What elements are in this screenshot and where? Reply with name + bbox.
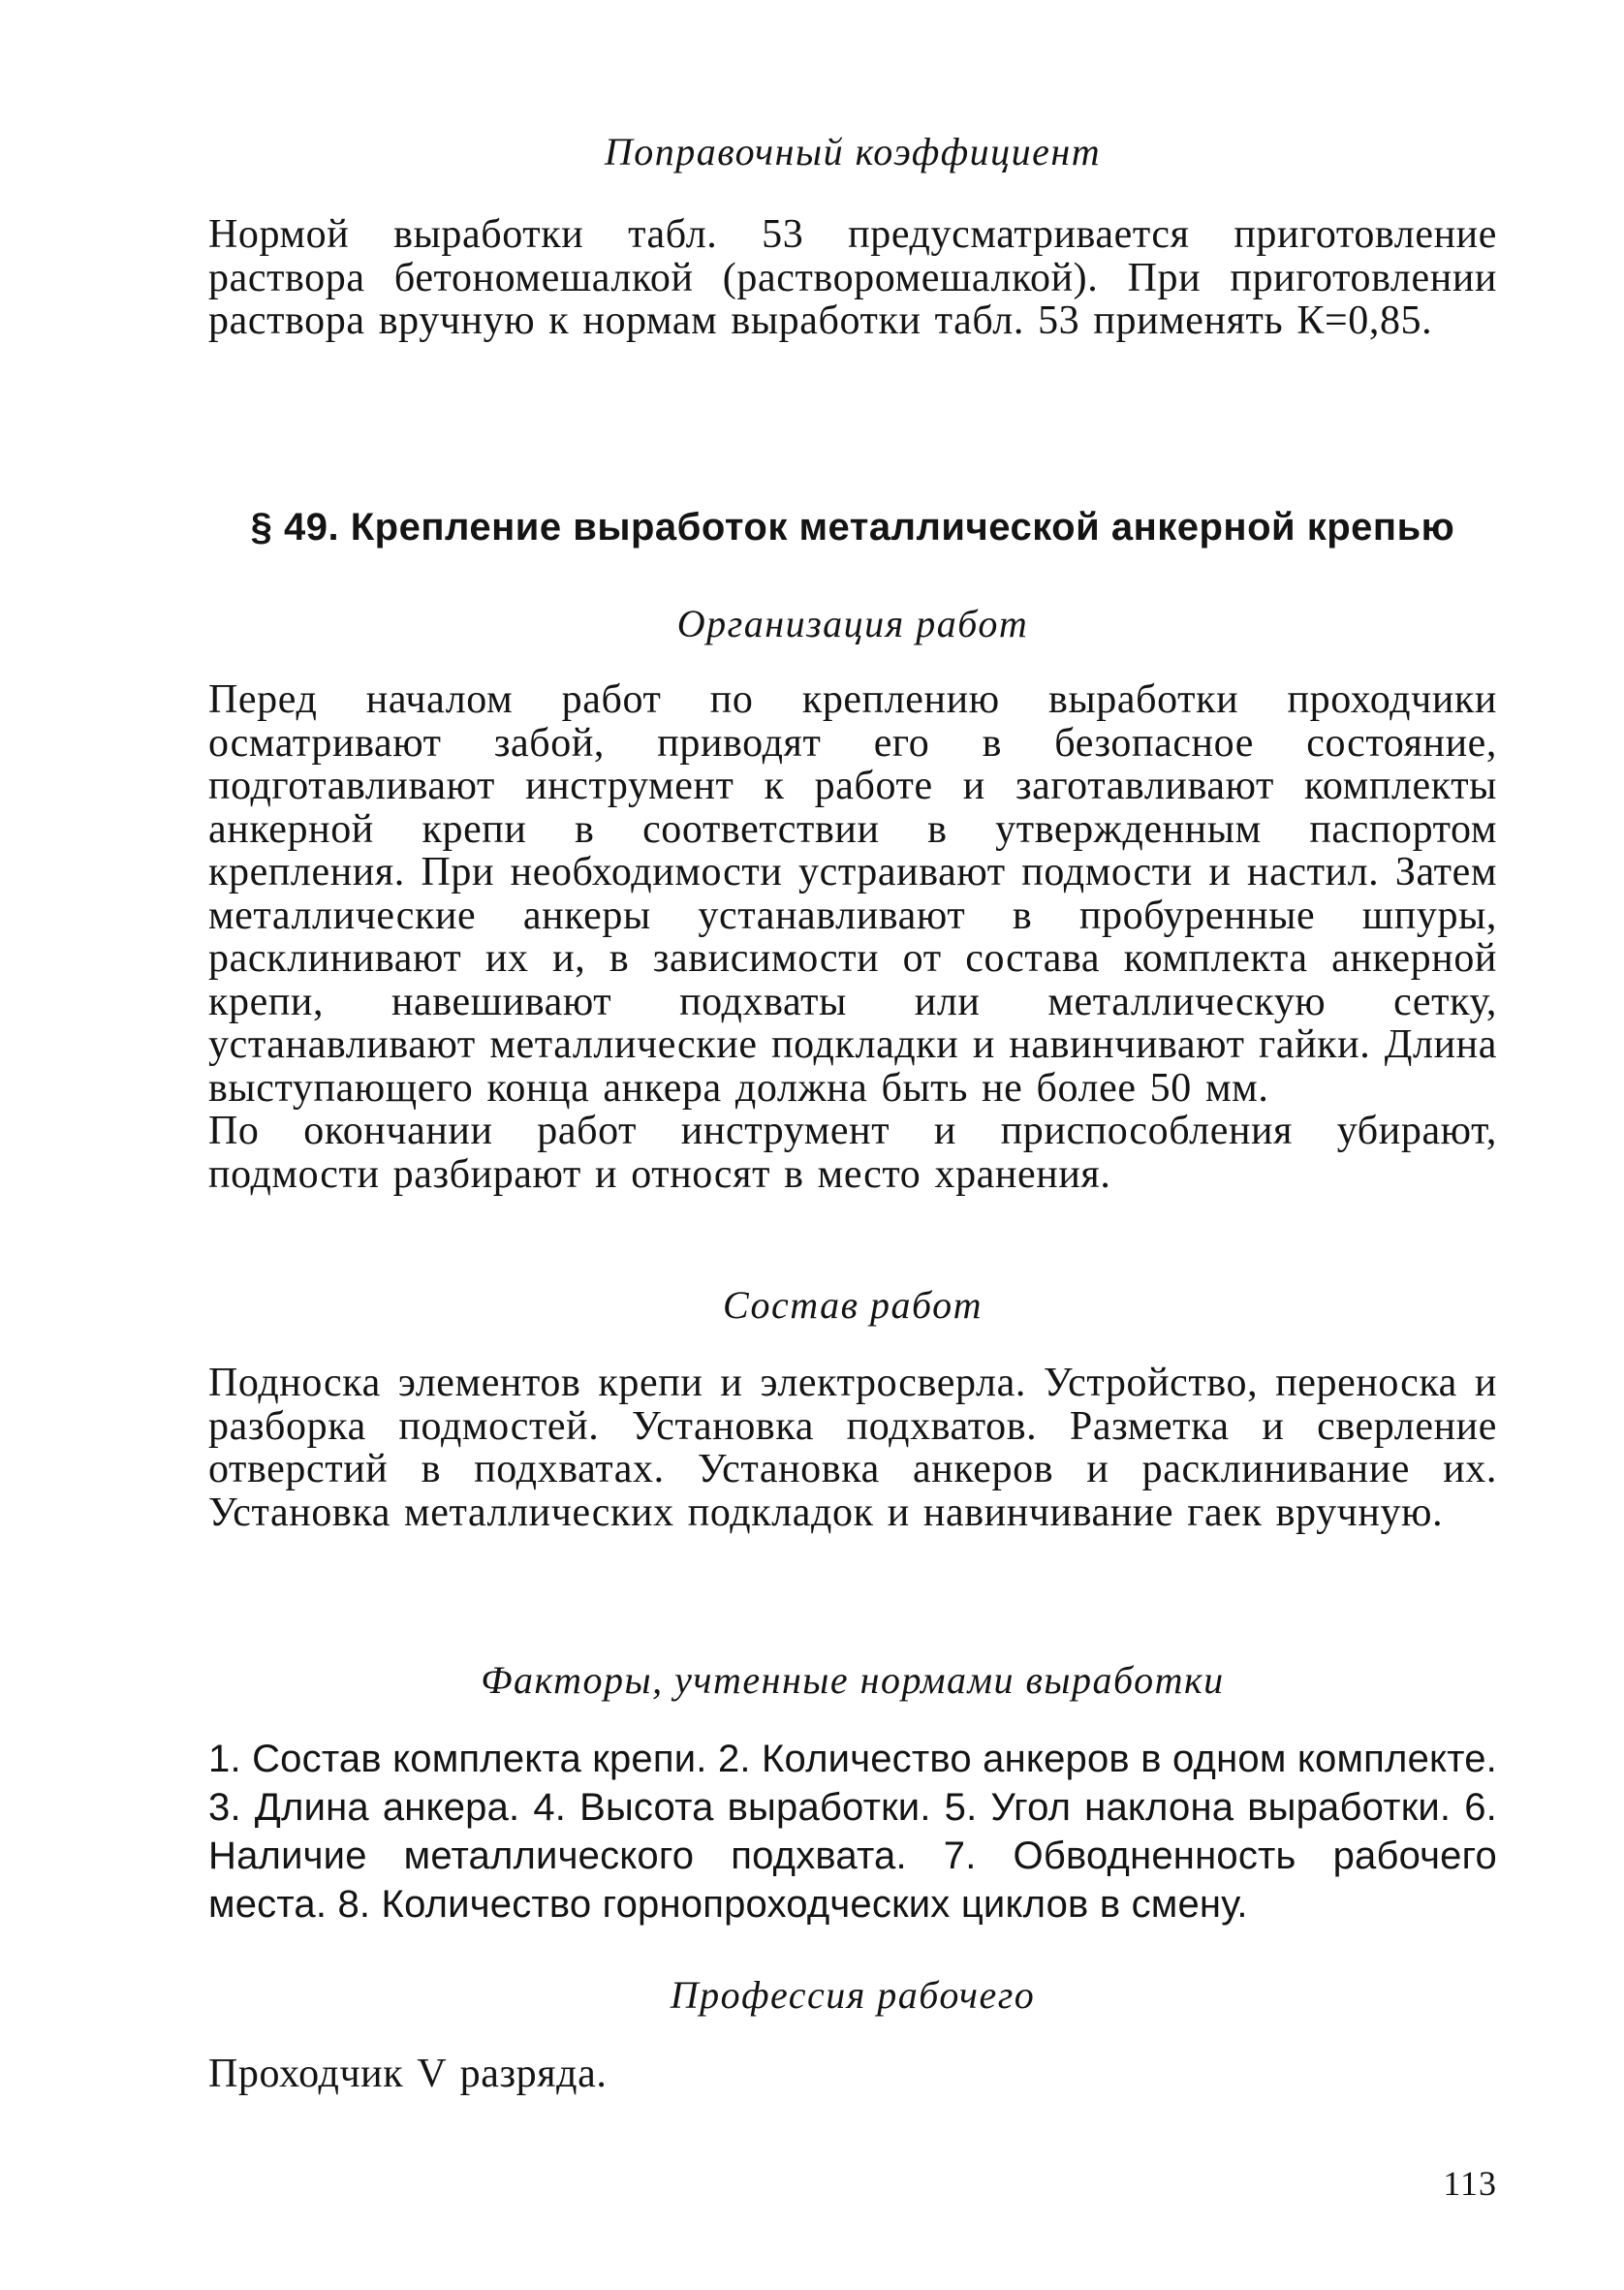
- page-number: 113: [1443, 2164, 1497, 2203]
- organization-heading: Организация работ: [676, 602, 1029, 645]
- factors-paragraph: 1. Состав комплекта крепи. 2. Количество анкеров в одном комплекте. 3. Длина анкера. 4. Высота выработки. 5. Угол наклона выработки. 6. Наличие металлического подхвата. 7. Обводненность рабочего места. 8. Количество горнопроходческих циклов в смену.: [208, 1738, 1497, 1926]
- organization-paragraph-1: Перед началом работ по креплению выработки проходчики осматривают забой, приводят его в безопасное состояние, подготавливают инструмент к работе и заготавливают комплекты анкерной крепи в соответствии в утвержденным паспортом крепления. При необходимости устраивают подмости и настил. Затем металлические анкеры устанавливают в пробуренные шпуры, расклинивают их и, в зависимости от состава комплекта анкерной крепи, навешивают подхваты или металлическую сетку, устанавливают металлические подкладки и навинчивают гайки. Длина выступающего конца анкера должна быть не более 50 мм.: [208, 677, 1497, 1111]
- profession-text: Проходчик V разряда.: [208, 2052, 608, 2096]
- section-title: § 49. Крепление выработок металлической анкерной крепью: [250, 506, 1455, 549]
- organization-paragraph-2: По окончании работ инструмент и приспособления убирают, подмости разбирают и относят в место хранения.: [208, 1109, 1497, 1197]
- profession-heading: Профессия рабочего: [670, 1973, 1036, 2017]
- composition-paragraph: Подноска элементов крепи и электросверла. Устройство, переноска и разборка подмостей. Установка подхватов. Разметка и сверление отверстий в подхватах. Установка анкеров и расклинивание их. Установка металлических подкладок и навинчивание гаек вручную.: [208, 1361, 1497, 1535]
- composition-heading: Состав работ: [723, 1283, 983, 1327]
- factors-heading: Факторы, учтенные нормами выработки: [481, 1658, 1225, 1702]
- correction-heading: Поправочный коэффициент: [604, 130, 1102, 173]
- document-page: [208, 0, 1497, 2290]
- correction-paragraph: Нормой выработки табл. 53 предусматривается приготовление раствора бетономешалкой (растворомешалкой). При приготовлении раствора вручную к нормам выработки табл. 53 применять К=0,85.: [208, 212, 1497, 343]
